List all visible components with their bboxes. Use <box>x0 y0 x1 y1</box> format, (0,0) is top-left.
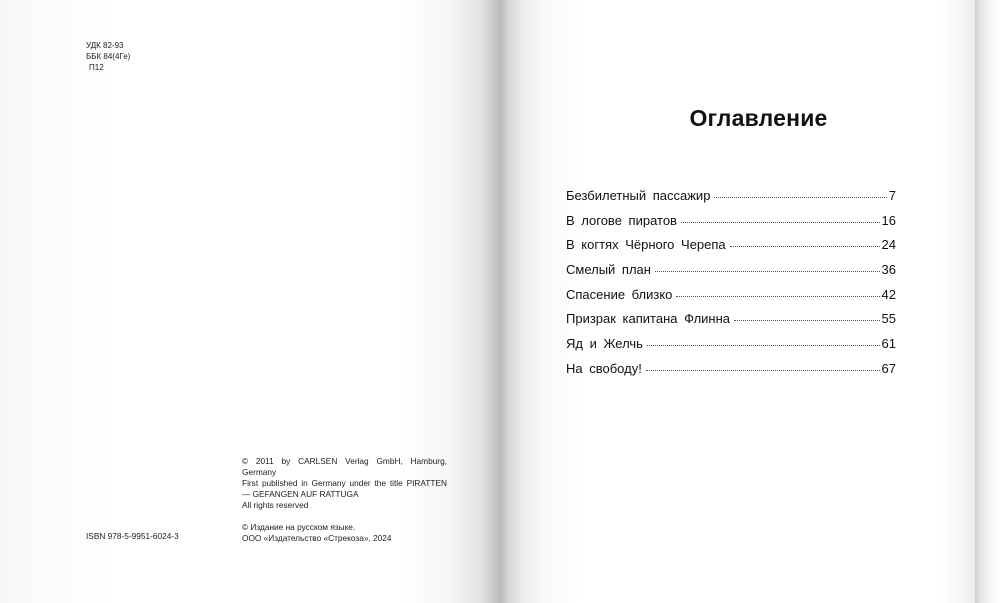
toc-entry-page: 36 <box>881 262 896 278</box>
toc-leader-dots <box>730 246 880 247</box>
author-code: П12 <box>89 63 104 72</box>
toc-entry-title: Смелый план <box>566 262 651 278</box>
toc-leader-dots <box>681 222 880 223</box>
toc-entry <box>566 287 896 312</box>
first-published: First published in Germany under the title PIRATTEN — GEFANGEN AUF RATTUGA <box>242 478 447 499</box>
toc-entry-title: В когтях Чёрного Черепа <box>566 237 726 253</box>
toc-entry-title: На свободу! <box>566 360 642 376</box>
toc-entry-page: 16 <box>881 212 896 228</box>
toc-entry-page: 67 <box>881 360 896 376</box>
toc-leader-dots <box>646 370 880 371</box>
toc-entry-title: Спасение близко <box>566 286 673 302</box>
toc-entry-title: В логове пиратов <box>566 212 677 228</box>
toc-leader-dots <box>647 345 880 346</box>
toc-entry-title: Призрак капитана Флинна <box>566 311 731 327</box>
page-edge <box>975 0 1000 603</box>
toc-entry-title: Безбилетный пассажир <box>566 188 711 203</box>
isbn: ISBN 978-5-9951-6024-3 <box>86 531 179 541</box>
toc-entry-title: Яд и Желчь <box>566 336 643 352</box>
toc-entry-page: 24 <box>881 237 896 253</box>
toc-entry <box>566 336 896 361</box>
copyright-block <box>242 456 447 544</box>
table-of-contents <box>566 188 896 386</box>
toc-entry <box>566 262 896 287</box>
toc-entry-page: 42 <box>881 286 896 302</box>
toc-leader-dots <box>655 271 880 272</box>
toc-title: Оглавление <box>689 105 828 131</box>
toc-entry <box>566 311 896 336</box>
toc-leader-dots <box>676 296 879 297</box>
library-codes <box>86 40 130 73</box>
copyright-original: © 2011 by CARLSEN Verlag GmbH, Hamburg, Germany <box>242 456 447 477</box>
toc-entry-page: 7 <box>888 188 896 203</box>
toc-entry <box>566 361 896 386</box>
toc-leader-dots <box>734 320 880 321</box>
bbk-code: ББК 84(4Ге) <box>86 52 131 61</box>
toc-entry-page: 55 <box>881 311 896 327</box>
toc-entry-page: 61 <box>881 336 896 352</box>
toc-entry <box>566 213 896 238</box>
toc-entry <box>566 188 896 213</box>
toc-leader-dots <box>714 197 886 198</box>
toc-entry <box>566 237 896 262</box>
copyright-russian-edition: © Издание на русском языке. <box>242 522 356 532</box>
publisher: ООО «Издательство «Стрекоза», 2024 <box>242 533 392 543</box>
rights-reserved: All rights reserved <box>242 500 309 510</box>
udk-code: УДК 82-93 <box>86 41 124 50</box>
